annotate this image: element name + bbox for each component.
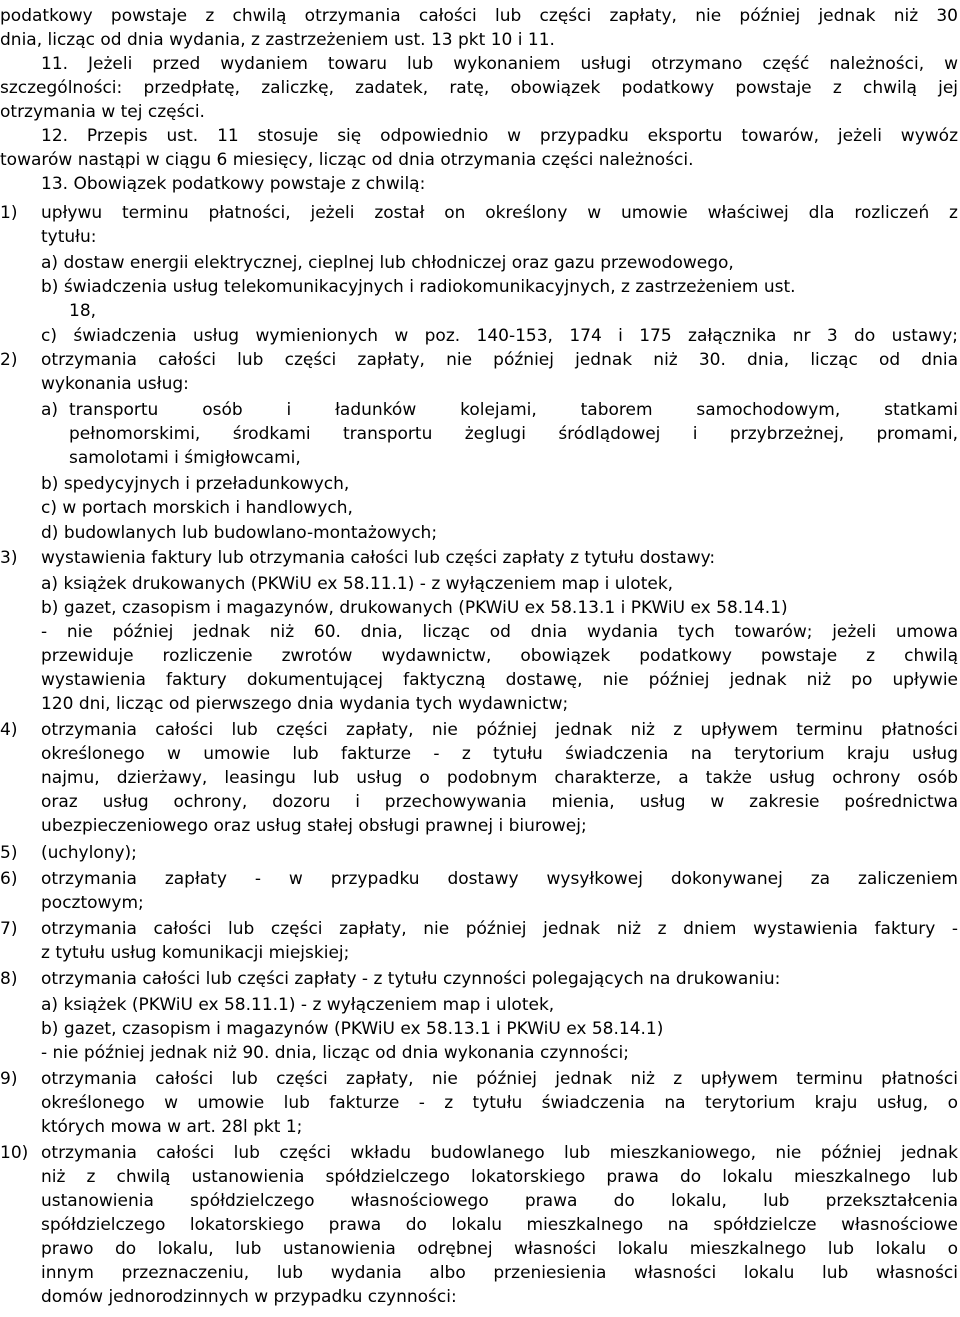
text-line: tytułu: (41, 227, 97, 247)
text-line: ustanowienia spółdzielczego własnościowego prawa do lokalu, lub przekształcenia (41, 1191, 958, 1211)
text-line: innym przeznaczeniu, lub wydania albo przeniesienia własności lokalu lub własności (41, 1263, 958, 1283)
text-line: wykonania usług: (41, 374, 189, 394)
text-line: z tytułu usług komunikacji miejskiej; (41, 943, 350, 963)
text-line: 10) (0, 1143, 29, 1163)
text-line: wystawienia faktury dokumentującej faktyczną dostawę, nie później jednak niż po upływie (41, 670, 958, 690)
text-line: otrzymania całości lub części zapłaty, nie później jednak niż z upływem terminu płatności (41, 1069, 958, 1089)
text-line: 1) (0, 203, 18, 223)
text-line: szczególności: przedpłatę, zaliczkę, zadatek, ratę, obowiązek podatkowy powstaje z chwilą jej (0, 78, 958, 98)
text-line: dnia, licząc od dnia wydania, z zastrzeżeniem ust. 13 pkt 10 i 11. (0, 30, 555, 50)
text-line: towarów nastąpi w ciągu 6 miesięcy, licząc od dnia otrzymania części należności. (0, 150, 694, 170)
text-line: 13. Obowiązek podatkowy powstaje z chwilą: (41, 174, 426, 194)
text-line: - nie później jednak niż 60. dnia, licząc od dnia wydania tych towarów; jeżeli umowa (41, 622, 958, 642)
text-line: których mowa w art. 28l pkt 1; (41, 1117, 303, 1137)
text-line: pełnomorskimi, środkami transportu żeglugi śródlądowej i przybrzeżnej, promami, (69, 424, 958, 444)
text-line: 2) (0, 350, 18, 370)
text-line: samolotami i śmigłowcami, (69, 448, 301, 468)
text-line: domów jednorodzinnych w przypadku czynności: (41, 1287, 457, 1307)
text-line: a) książek (PKWiU ex 58.11.1) - z wyłączeniem map i ulotek, (41, 995, 555, 1015)
text-line: a) (41, 400, 59, 420)
text-line: - nie później jednak niż 90. dnia, licząc od dnia wykonania czynności; (41, 1043, 629, 1063)
text-line: 5) (0, 843, 18, 863)
text-line: c) świadczenia usług wymienionych w poz. 140-153, 174 i 175 załącznika nr 3 do ustawy; (41, 326, 958, 346)
text-line: otrzymania całości lub części zapłaty, nie później jednak niż z dniem wystawienia faktury - (41, 919, 958, 939)
text-line: pocztowym; (41, 893, 144, 913)
text-line: d) budowlanych lub budowlano-montażowych; (41, 523, 438, 543)
text-line: 11. Jeżeli przed wydaniem towaru lub wykonaniem usługi otrzymano część należności, w (41, 54, 958, 74)
text-line: b) gazet, czasopism i magazynów (PKWiU ex 58.13.1 i PKWiU ex 58.14.1) (41, 1019, 664, 1039)
text-line: najmu, dzierżawy, leasingu lub usług o podobnym charakterze, a także usług ochrony osób (41, 768, 958, 788)
text-line: podatkowy powstaje z chwilą otrzymania całości lub części zapłaty, nie później jednak niż 30 (0, 6, 958, 26)
text-line: otrzymania całości lub części wkładu budowlanego lub mieszkaniowego, nie później jednak (41, 1143, 958, 1163)
text-line: (uchylony); (41, 843, 137, 863)
text-line: b) spedycyjnych i przeładunkowych, (41, 474, 350, 494)
text-line: określonego w umowie lub fakturze - z tytułu świadczenia na terytorium kraju usług (41, 744, 958, 764)
text-line: upływu terminu płatności, jeżeli został on określony w umowie właściwej dla rozliczeń z (41, 203, 958, 223)
text-line: b) gazet, czasopism i magazynów, drukowanych (PKWiU ex 58.13.1 i PKWiU ex 58.14.1) (41, 598, 788, 618)
text-line: 6) (0, 869, 18, 889)
text-line: prawo do lokalu, lub ustanowienia odrębnej własności lokalu mieszkalnego lub lokalu o (41, 1239, 958, 1259)
text-line: przewiduje rozliczenie zwrotów wydawnictw, obowiązek podatkowy powstaje z chwilą (41, 646, 958, 666)
text-line: 8) (0, 969, 18, 989)
text-line: a) książek drukowanych (PKWiU ex 58.11.1) - z wyłączeniem map i ulotek, (41, 574, 674, 594)
text-line: spółdzielczego lokatorskiego prawa do lokalu mieszkalnego na spółdzielcze własnościowe (41, 1215, 958, 1235)
text-line: b) świadczenia usług telekomunikacyjnych i radiokomunikacyjnych, z zastrzeżeniem ust. (41, 277, 796, 297)
text-line: 9) (0, 1069, 18, 1089)
text-line: 12. Przepis ust. 11 stosuje się odpowiednio w przypadku eksportu towarów, jeżeli wywóz (41, 126, 958, 146)
text-line: wystawienia faktury lub otrzymania całości lub części zapłaty z tytułu dostawy: (41, 548, 716, 568)
text-line: otrzymania całości lub części zapłaty, nie później jednak niż z upływem terminu płatności (41, 720, 958, 740)
text-line: c) w portach morskich i handlowych, (41, 498, 353, 518)
text-line: otrzymania całości lub części zapłaty - z tytułu czynności polegających na drukowaniu: (41, 969, 781, 989)
text-line: 3) (0, 548, 18, 568)
text-line: ubezpieczeniowego oraz usług stałej obsługi prawnej i biurowej; (41, 816, 587, 836)
text-line: 4) (0, 720, 18, 740)
text-line: 18, (69, 301, 97, 321)
text-line: niż z chwilą ustanowienia spółdzielczego lokatorskiego prawa do lokalu mieszkalnego lub (41, 1167, 958, 1187)
text-line: a) dostaw energii elektrycznej, cieplnej lub chłodniczej oraz gazu przewodowego, (41, 253, 734, 273)
text-line: 7) (0, 919, 18, 939)
text-line: 120 dni, licząc od pierwszego dnia wydania tych wydawnictw; (41, 694, 569, 714)
text-line: otrzymania całości lub części zapłaty, nie później jednak niż 30. dnia, licząc od dnia (41, 350, 958, 370)
text-line: oraz usług ochrony, dozoru i przechowywania mienia, usług w zakresie pośrednictwa (41, 792, 958, 812)
text-line: otrzymania zapłaty - w przypadku dostawy wysyłkowej dokonywanej za zaliczeniem (41, 869, 958, 889)
text-line: otrzymania w tej części. (0, 102, 205, 122)
text-line: transportu osób i ładunków kolejami, taborem samochodowym, statkami (69, 400, 958, 420)
text-line: określonego w umowie lub fakturze - z tytułu świadczenia na terytorium kraju usług, o (41, 1093, 958, 1113)
